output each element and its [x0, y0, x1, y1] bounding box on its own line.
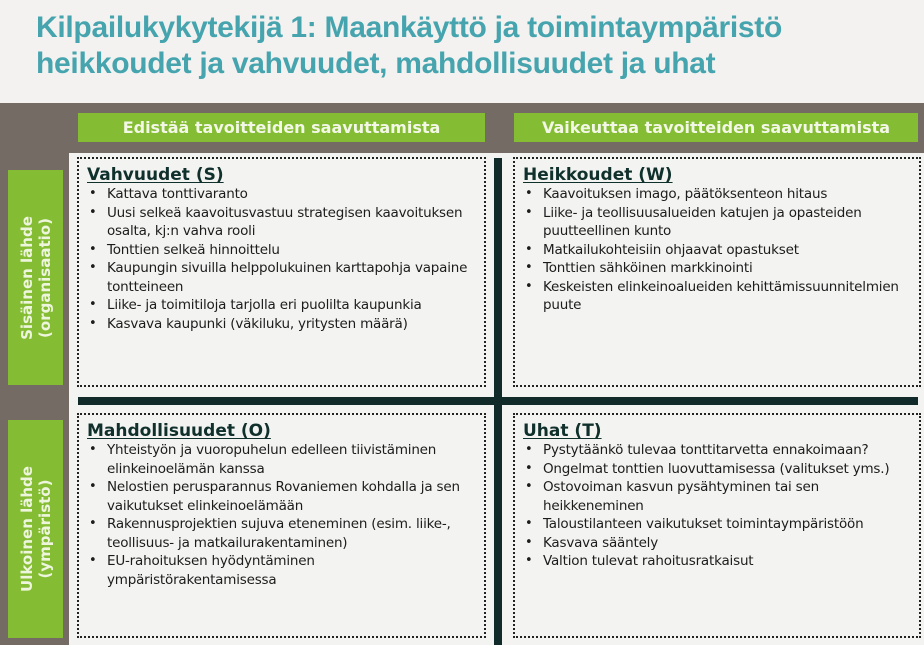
- quadrant-opportunities: [77, 413, 486, 638]
- quadrant-title-strengths: Vahvuudet (S): [87, 165, 224, 185]
- list-item: • Tonttien sähköinen markkinointi: [523, 259, 911, 278]
- weaknesses-list: [523, 185, 911, 315]
- list-item: • Keskeisten elinkeinoalueiden kehittämissuunnitelmien puute: [523, 278, 911, 315]
- horizontal-divider: [78, 397, 918, 405]
- row-header-internal-text: [18, 216, 54, 340]
- list-item: • Kaupungin sivuilla helppolukuinen karttapohja vapaine tontteineen: [87, 259, 476, 296]
- column-header-helps: Edistää tavoitteiden saavuttamista: [78, 113, 485, 142]
- list-item: • Tonttien selkeä hinnoittelu: [87, 241, 476, 260]
- list-item: • Uusi selkeä kaavoitusvastuu strategisen kaavoituksen osalta, kj:n vahva rooli: [87, 204, 476, 241]
- list-item: • Liike- ja teollisuusalueiden katujen ja opasteiden puutteellinen kunto: [523, 204, 911, 241]
- row-header-internal-line1: Sisäinen lähde: [17, 215, 36, 340]
- opportunities-list: [87, 441, 476, 589]
- list-item: • Valtion tulevat rahoitusratkaisut: [523, 552, 911, 571]
- list-item: • Ostovoiman kasvun pysähtyminen tai sen heikkeneminen: [523, 478, 911, 515]
- list-item: • Ongelmat tonttien luovuttamisessa (valitukset yms.): [523, 460, 911, 479]
- list-item: • Kaavoituksen imago, päätöksenteon hitaus: [523, 185, 911, 204]
- row-header-external-text: [18, 466, 54, 592]
- list-item: • Kattava tonttivaranto: [87, 185, 476, 204]
- list-item: • Kasvava sääntely: [523, 534, 911, 553]
- page-title: [36, 10, 916, 82]
- list-item: • EU-rahoituksen hyödyntäminen ympäristörakentamisessa: [87, 552, 476, 589]
- title-line-2: heikkoudet ja vahvuudet, mahdollisuudet ja uhat: [36, 47, 716, 80]
- list-item: • Pystytäänkö tulevaa tonttitarvetta ennakoimaan?: [523, 441, 911, 460]
- quadrant-threats: [513, 413, 921, 638]
- strengths-list: [87, 185, 476, 333]
- list-item: • Kasvava kaupunki (väkiluku, yritysten määrä): [87, 315, 476, 334]
- list-item: • Liike- ja toimitiloja tarjolla eri puolilta kaupunkia: [87, 296, 476, 315]
- list-item: • Yhteistyön ja vuoropuhelun edelleen tiivistäminen elinkeinoelämän kanssa: [87, 441, 476, 478]
- column-header-hinders: Vaikeuttaa tavoitteiden saavuttamista: [514, 113, 918, 142]
- row-header-internal-line2: (organisaatio): [35, 217, 54, 338]
- quadrant-title-weaknesses: Heikkoudet (W): [523, 165, 673, 185]
- quadrant-strengths: [77, 157, 486, 387]
- quadrant-title-opportunities: Mahdollisuudet (O): [87, 421, 271, 441]
- row-header-external-line2: (ympäristö): [35, 479, 54, 579]
- row-header-external-line1: Ulkoinen lähde: [17, 466, 36, 592]
- list-item: • Nelostien perusparannus Rovaniemen kohdalla ja sen vaikutukset elinkeinoelämään: [87, 478, 476, 515]
- threats-list: [523, 441, 911, 571]
- list-item: • Rakennusprojektien sujuva eteneminen (esim. liike-, teollisuus- ja matkailurakentaminen): [87, 515, 476, 552]
- quadrant-weaknesses: [513, 157, 921, 387]
- row-header-internal: [8, 170, 63, 385]
- list-item: • Matkailukohteisiin ohjaavat opastukset: [523, 241, 911, 260]
- quadrant-title-threats: Uhat (T): [523, 421, 602, 441]
- list-item: • Taloustilanteen vaikutukset toimintaympäristöön: [523, 515, 911, 534]
- title-line-1: Kilpailukykytekijä 1: Maankäyttö ja toimintaympäristö: [36, 11, 783, 44]
- row-header-external: [8, 420, 63, 638]
